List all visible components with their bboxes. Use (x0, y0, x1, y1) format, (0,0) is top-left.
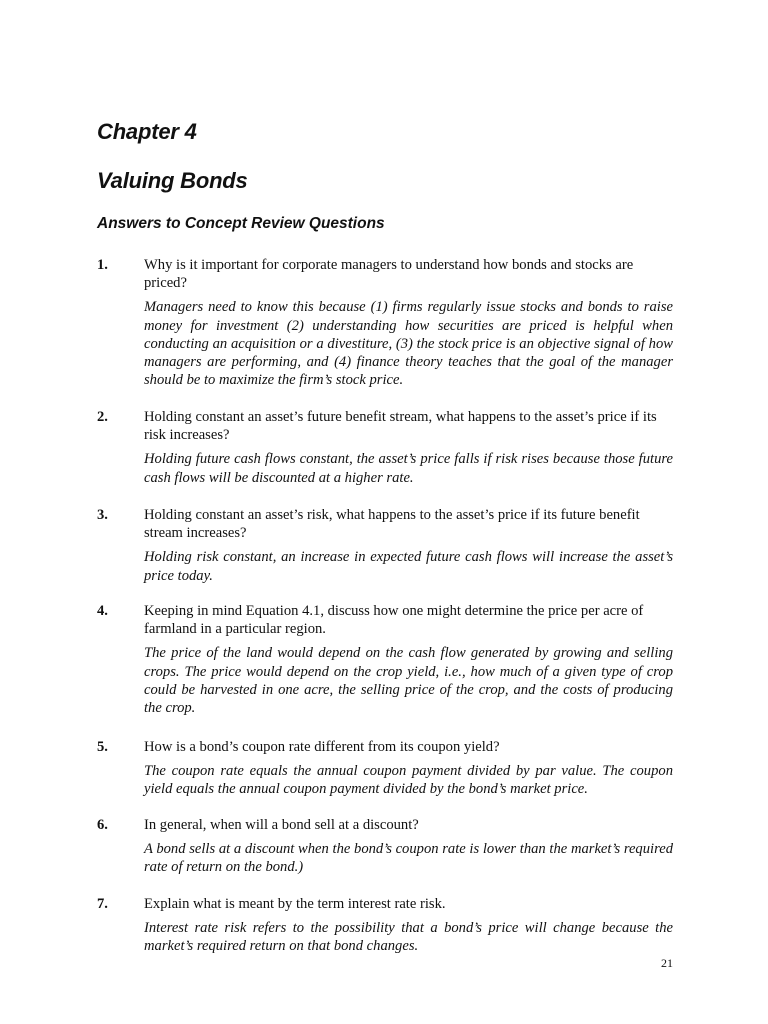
question-text: In general, when will a bond sell at a discount? (144, 817, 419, 833)
answer-text: The coupon rate equals the annual coupon payment divided by par value. The coupon yield equals the annual coupon payment divided by the bond’s market price. (144, 763, 673, 798)
question-number: 7. (97, 896, 108, 912)
question-text: Holding constant an asset’s risk, what happens to the asset’s price if its future benefit stream increases? (144, 507, 640, 542)
question-number: 2. (97, 409, 108, 425)
question-item-6 (97, 816, 673, 877)
question-number: 3. (97, 507, 108, 523)
question-item-2 (97, 408, 673, 487)
question-text: How is a bond’s coupon rate different from its coupon yield? (144, 739, 500, 755)
question-number: 5. (97, 739, 108, 755)
question-item-1 (97, 256, 673, 389)
answer-text: Managers need to know this because (1) firms regularly issue stocks and bonds to raise money for investment (2) understanding how securities are priced is helpful when conducting an acquisition or a divestiture, (3) the stock price is an objective signal of how managers are performing, and (4) finance theory teaches that the goal of the manager should be to maximize the firm’s stock price. (144, 299, 673, 389)
question-number: 6. (97, 817, 108, 833)
chapter-heading: Chapter 4 (97, 119, 197, 144)
question-item-5 (97, 738, 673, 799)
question-number: 1. (97, 257, 108, 273)
question-number: 4. (97, 603, 108, 619)
question-item-4 (97, 602, 673, 717)
answer-text: Holding risk constant, an increase in expected future cash flows will increase the asset’s price today. (144, 549, 673, 584)
answer-text: Holding future cash flows constant, the asset’s price falls if risk rises because those future cash flows will be discounted at a higher rate. (144, 451, 673, 486)
answer-text: The price of the land would depend on the cash flow generated by growing and selling crops. The price would depend on the crop yield, i.e., how much of a given type of crop could be harvested in one acre, the selling price of the crop, and the costs of producing the crop. (144, 645, 673, 717)
question-item-3 (97, 506, 673, 585)
question-text: Why is it important for corporate managers to understand how bonds and stocks are priced? (144, 257, 634, 292)
section-heading: Answers to Concept Review Questions (97, 215, 385, 232)
answer-text: A bond sells at a discount when the bond’s coupon rate is lower than the market’s required rate of return on the bond.) (144, 841, 673, 876)
answer-text: Interest rate risk refers to the possibility that a bond’s price will change because the market’s required return on that bond changes. (144, 920, 673, 955)
question-text: Explain what is meant by the term interest rate risk. (144, 896, 446, 912)
question-item-7 (97, 895, 673, 956)
question-text: Keeping in mind Equation 4.1, discuss how one might determine the price per acre of farmland in a particular region. (144, 603, 644, 638)
question-text: Holding constant an asset’s future benefit stream, what happens to the asset’s price if its risk increases? (144, 409, 657, 444)
chapter-title: Valuing Bonds (97, 168, 248, 193)
page-number: 21 (661, 956, 673, 970)
